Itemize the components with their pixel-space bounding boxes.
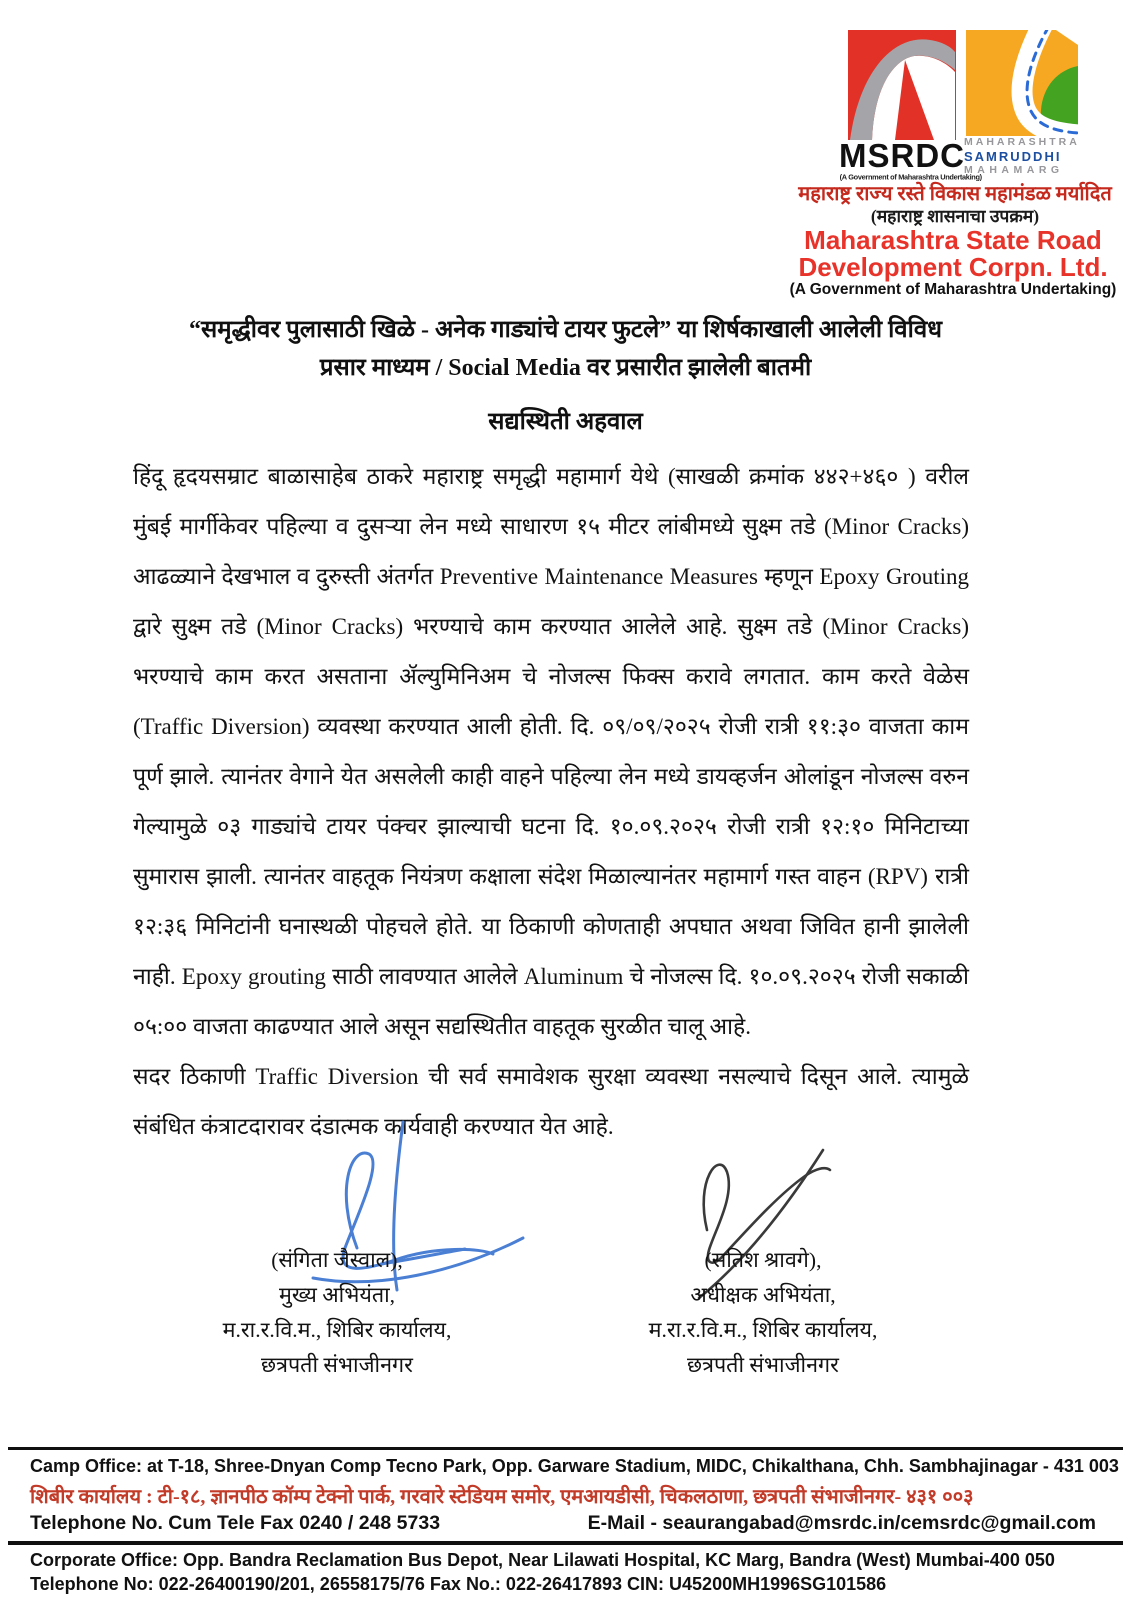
footer-corporate-office: Corporate Office: Opp. Bandra Reclamation Bus Depot, Near Lilawati Hospital, KC Marg, Bandra (West) Mumbai-400 050 <box>30 1550 1055 1570</box>
msrdc-logo-icon <box>848 30 956 140</box>
msrdc-acronym: MSRDC <box>839 137 965 174</box>
org-name-english-line1: Maharashtra State Road <box>804 225 1102 255</box>
footer-camp-office-english: Camp Office: at T-18, Shree-Dnyan Comp Tecno Park, Opp. Garware Stadium, MIDC, Chikalthana, Chh. Sambhajinagar - 431 003 <box>30 1456 1119 1476</box>
org-undertaking-marathi: (महाराष्ट्र शासनाचा उपक्रम) <box>870 206 1040 226</box>
body-line: १२:३६ मिनिटांनी घनास्थळी पोहचले होते. या ठिकाणी कोणताही अपघात अथवा जिवित हानी झालेली <box>133 914 969 939</box>
letter-body <box>133 452 969 1152</box>
body-line: पूर्ण झाले. त्यानंतर वेगाने येत असलेली काही वाहने पहिल्या लेन मध्ये डायव्हर्जन ओलांडून नोजल्स वरुन <box>133 764 969 789</box>
msrdc-acronym-subtext: (A Government of Maharashtra Undertaking) <box>839 173 982 182</box>
signatory-name: (सतिश श्रावगे), <box>704 1248 822 1272</box>
signatory-designation: अधीक्षक अभियंता, <box>690 1283 836 1307</box>
signatory-city: छत्रपती संभाजीनगर <box>687 1353 839 1377</box>
footer-telephone: Telephone No. Cum Tele Fax 0240 / 248 5733 <box>30 1512 441 1534</box>
footer-middle-rule <box>8 1541 1123 1545</box>
samruddhi-mahamarg-logo-icon <box>966 30 1078 136</box>
samruddhi-word-maharashtra: MAHARASHTRA <box>964 136 1080 148</box>
document-title-line2: प्रसार माध्यम / Social Media वर प्रसारीत झालेली बातमी <box>319 355 812 381</box>
footer-camp-office-marathi: शिबीर कार्यालय : टी-१८, ज्ञानपीठ कॉम्प टेक्नो पार्क, गरवारे स्टेडियम समोर, एमआयडीसी, चिकलठाणा, छत्रपती संभाजीनगर- ४३१ ००३ <box>30 1486 974 1508</box>
body-line: नाही. Epoxy grouting साठी लावण्यात आलेले Aluminum चे नोजल्स दि. १०.०९.२०२५ रोजी सकाळी <box>133 964 969 989</box>
body-line: सुमारास झाली. त्यानंतर वाहतूक नियंत्रण कक्षाला संदेश मिळाल्यानंतर महामार्ग गस्त वाहन (RPV) रात्री <box>133 864 969 889</box>
body-line: आढळ्याने देखभाल व दुरुस्ती अंतर्गत Preventive Maintenance Measures म्हणून Epoxy Grouting <box>133 564 969 589</box>
signatory-office: म.रा.र.वि.म., शिबिर कार्यालय, <box>648 1318 878 1342</box>
org-name-english-line2: Development Corpn. Ltd. <box>798 252 1108 282</box>
signatory-right <box>608 1243 918 1383</box>
document-title-line1: “समृद्धीवर पुलासाठी खिळे - अनेक गाड्यांचे टायर फुटले” या शिर्षकाखाली आलेली विविध <box>189 317 942 343</box>
document-subtitle: सद्यस्थिती अहवाल <box>488 409 643 435</box>
body-line: हिंदू हृदयसम्राट बाळासाहेब ठाकरे महाराष्ट्र समृद्धी महामार्ग येथे (साखळी क्रमांक ४४२+४६० ) वरील <box>133 464 969 489</box>
signatory-city: छत्रपती संभाजीनगर <box>261 1353 413 1377</box>
org-name-marathi: महाराष्ट्र राज्य रस्ते विकास महामंडळ मर्यादित <box>798 183 1112 205</box>
signatory-name: (संगिता जैस्वाल), <box>271 1248 403 1272</box>
signatory-designation: मुख्य अभियंता, <box>278 1283 396 1307</box>
body-line: संबंधित कंत्राटदारावर दंडात्मक कार्यवाही करण्यात येत आहे. <box>133 1114 614 1139</box>
signatory-left <box>182 1243 492 1383</box>
body-line: ०५:०० वाजता काढण्यात आले असून सद्यस्थितीत वाहतूक सुरळीत चालू आहे. <box>133 1014 751 1039</box>
samruddhi-word-mahamarg: MAHAMARG <box>964 164 1064 176</box>
body-line: भरण्याचे काम करत असताना ॲल्युमिनिअम चे नोजल्स फिक्स करावे लगतात. काम करते वेळेस <box>133 664 969 689</box>
samruddhi-word-samruddhi: SAMRUDDHI <box>964 149 1062 164</box>
body-line: (Traffic Diversion) व्यवस्था करण्यात आली होती. दि. ०९/०९/२०२५ रोजी रात्री ११:३० वाजता काम <box>133 714 969 739</box>
footer-corporate-phone: Telephone No: 022-26400190/201, 26558175/76 Fax No.: 022-26417893 CIN: U45200MH1996SG101586 <box>30 1574 887 1594</box>
footer-email: E-Mail - seaurangabad@msrdc.in/cemsrdc@gmail.com <box>587 1512 1096 1534</box>
body-line: सदर ठिकाणी Traffic Diversion ची सर्व समावेशक सुरक्षा व्यवस्था नसल्याचे दिसून आले. त्यामुळे <box>133 1064 969 1089</box>
org-undertaking-english: (A Government of Maharashtra Undertaking) <box>789 281 1117 298</box>
footer-contact-row <box>30 1512 1096 1535</box>
body-line: मुंबई मार्गीकेवर पहिल्या व दुसऱ्या लेन मध्ये साधारण १५ मीटर लांबीमध्ये सुक्ष्म तडे (Minor Cracks) <box>133 514 969 539</box>
body-line: द्वारे सुक्ष्म तडे (Minor Cracks) भरण्याचे काम करण्यात आलेले आहे. सुक्ष्म तडे (Minor Cracks) <box>133 614 969 639</box>
footer-top-rule <box>8 1447 1123 1450</box>
signatory-office: म.रा.र.वि.म., शिबिर कार्यालय, <box>222 1318 452 1342</box>
body-line: गेल्यामुळे ०३ गाड्यांचे टायर पंक्चर झाल्याची घटना दि. १०.०९.२०२५ रोजी रात्री १२:१० मिनिटाच्या <box>133 814 969 839</box>
